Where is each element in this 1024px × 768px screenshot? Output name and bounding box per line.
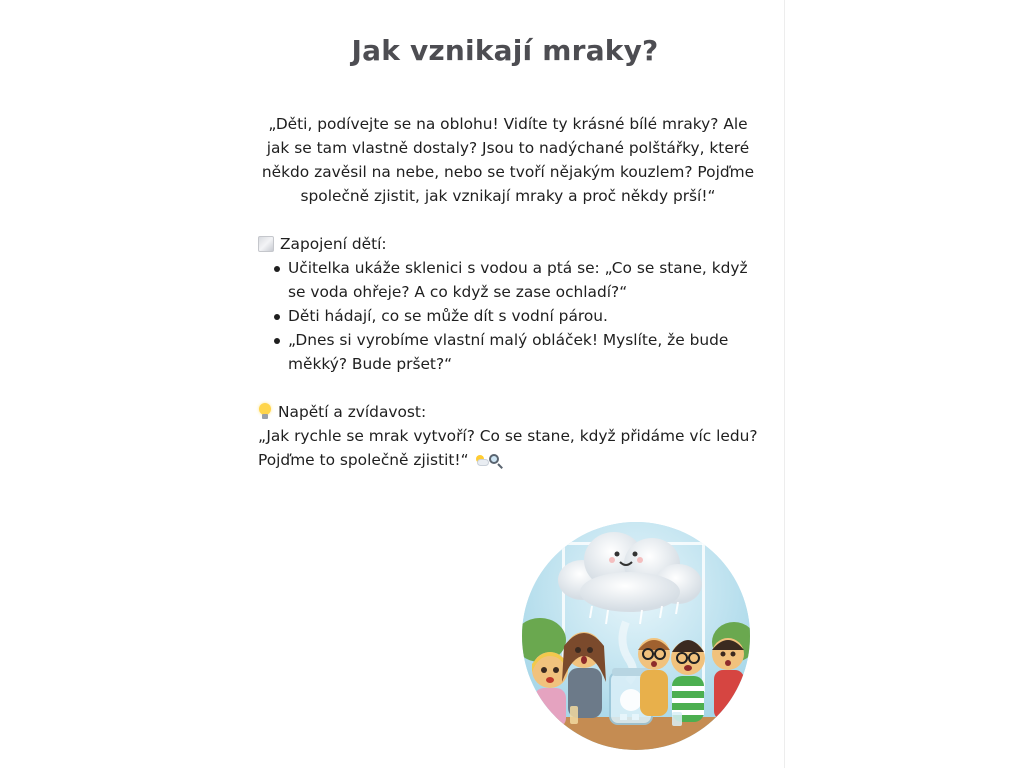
window-frame-vertical [702,542,705,692]
illustration-graphic [522,522,750,750]
list-item: Děti hádají, co se může dít s vodní párou. [270,304,758,328]
child-striped-shirt [671,640,705,722]
list-item: Učitelka ukáže sklenici s vodou a ptá se: „Co se stane, když se voda ohřeje? A co když se zase ochladí?“ [270,256,758,304]
cloud-experiment-illustration [522,522,750,750]
curiosity-heading [258,400,758,424]
bottle [570,706,578,724]
lesson-content [258,112,758,472]
list-item: „Dnes si vyrobíme vlastní malý obláček! Myslíte, že bude měkký? Bude pršet?“ [270,328,758,376]
engagement-heading [258,232,758,256]
curiosity-text: „Jak rychle se mrak vytvoří? Co se stane, když přidáme víc ledu? Pojďme to společně zjistit!“ [258,427,758,469]
blank-area [785,0,1024,768]
page-title: Jak vznikají mraky? [351,34,659,67]
small-glass [672,712,682,726]
intro-paragraph: „Děti, podívejte se na oblohu! Vidíte ty krásné bílé mraky? Ale jak se tam vlastně dostaly? Jsou to nadýchané polštářky, které někdo zavěsil na nebe, nebo se tvoří nějakým kouzlem? Pojďme společně zjistit, jak vznikají mraky a proč někdy prší!“ [261,115,755,205]
curiosity-heading-text: Napětí a zvídavost: [278,403,427,421]
engagement-list [270,256,758,376]
child-right [712,638,744,720]
magnifier-icon [489,454,503,468]
child-brown-hair [562,632,606,718]
engagement-heading-text: Zapojení dětí: [280,235,387,253]
light-bulb-icon [258,403,272,421]
picture-icon [258,236,274,252]
sun-cloud-icon [475,455,489,467]
curiosity-paragraph [258,424,758,472]
child-glasses [638,638,670,716]
